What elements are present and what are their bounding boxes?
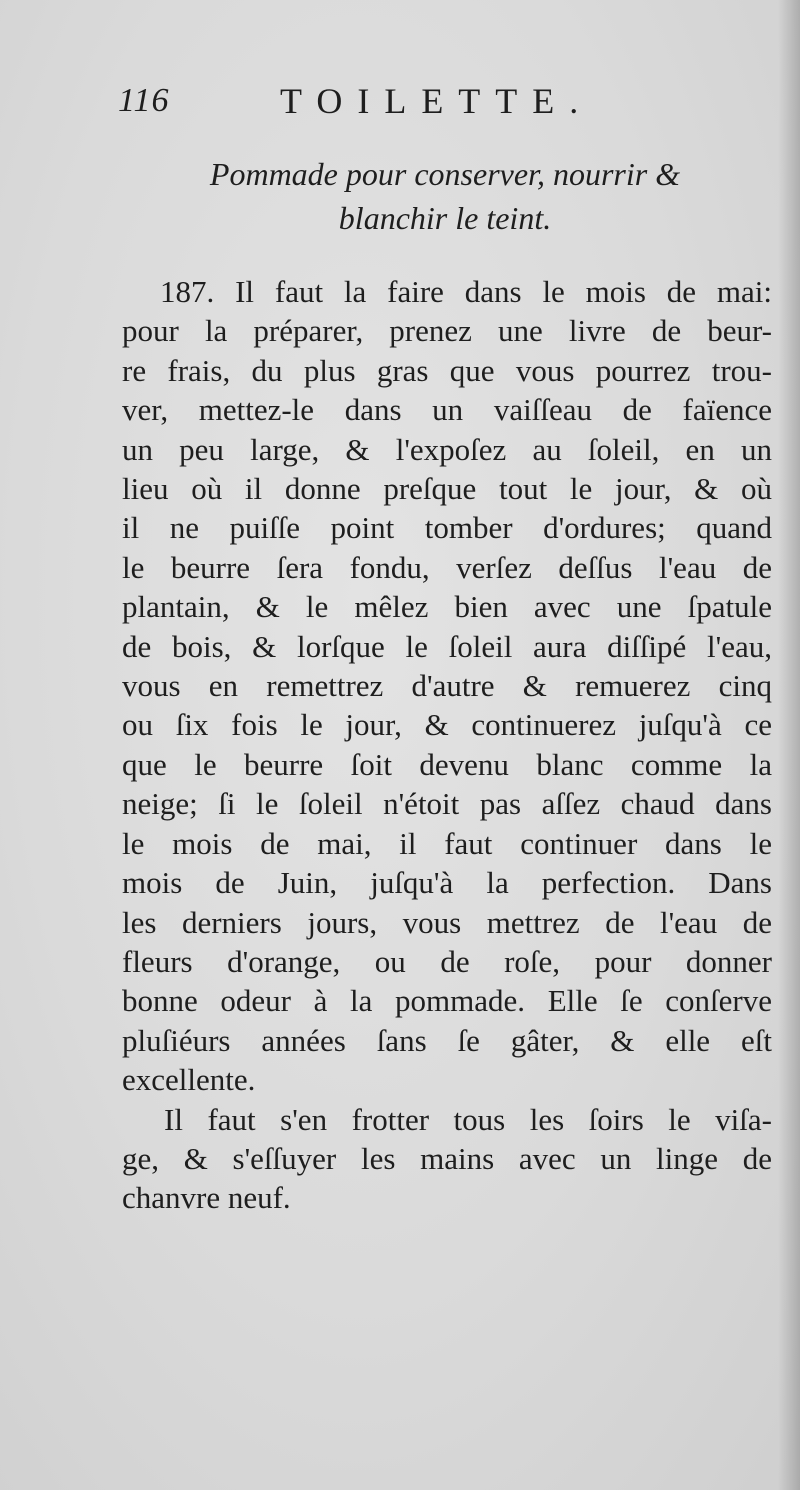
text-line: lieu où il donne preſque tout le jour, & où bbox=[122, 471, 772, 507]
text-line: plantain, & le mêlez bien avec une ſpatule bbox=[122, 589, 772, 625]
page-header bbox=[118, 82, 638, 128]
text-line: chanvre neuf. bbox=[122, 1180, 291, 1216]
text-line: le beurre ſera fondu, verſez deſſus l'eau de bbox=[122, 549, 772, 585]
running-head: TOILETTE. bbox=[280, 81, 594, 121]
text-line: 187. Il faut la faire dans le mois de mai: bbox=[160, 274, 772, 309]
text-line: neige; ſi le ſoleil n'étoit pas aſſez chaud dans bbox=[122, 786, 772, 822]
recipe-title bbox=[115, 152, 775, 240]
paragraph-2 bbox=[122, 1100, 772, 1218]
paragraph-1 bbox=[122, 272, 772, 1100]
recipe-title-line-1: Pommade pour conserver, nourrir & bbox=[209, 156, 681, 192]
text-line: vous en remettrez d'autre & remuerez cinq bbox=[122, 668, 772, 704]
text-line: re frais, du plus gras que vous pourrez trou- bbox=[122, 352, 772, 388]
text-line: ge, & s'eſſuyer les mains avec un linge de bbox=[122, 1140, 772, 1176]
text-line: fleurs d'orange, ou de roſe, pour donner bbox=[122, 943, 772, 979]
recipe-body bbox=[122, 272, 772, 1218]
recipe-title-line-2: blanchir le teint. bbox=[338, 200, 552, 236]
text-line: les derniers jours, vous mettrez de l'eau de bbox=[122, 904, 772, 940]
text-line: ou ſix fois le jour, & continuerez juſqu'à ce bbox=[122, 707, 772, 743]
text-line: que le beurre ſoit devenu blanc comme la bbox=[122, 746, 772, 782]
text-line: Il faut s'en frotter tous les ſoirs le viſa- bbox=[164, 1101, 772, 1137]
text-line: pour la préparer, prenez une livre de beur- bbox=[122, 313, 772, 349]
page-edge-shadow bbox=[778, 0, 800, 1490]
text-line: le mois de mai, il faut continuer dans le bbox=[122, 825, 772, 861]
text-line: de bois, & lorſque le ſoleil aura diſſipé l'eau, bbox=[122, 628, 772, 664]
text-line: pluſiéurs années ſans ſe gâter, & elle eſt bbox=[122, 1022, 772, 1058]
text-line: bonne odeur à la pommade. Elle ſe conſerve bbox=[122, 983, 772, 1019]
text-line: il ne puiſſe point tomber d'ordures; quand bbox=[122, 510, 772, 546]
text-line: excellente. bbox=[122, 1062, 256, 1098]
text-line: ver, mettez-le dans un vaiſſeau de faïence bbox=[122, 392, 772, 428]
page-number: 116 bbox=[118, 82, 170, 119]
text-line: un peu large, & l'expoſez au ſoleil, en un bbox=[122, 431, 772, 467]
text-line: mois de Juin, juſqu'à la perfection. Dans bbox=[122, 865, 772, 901]
